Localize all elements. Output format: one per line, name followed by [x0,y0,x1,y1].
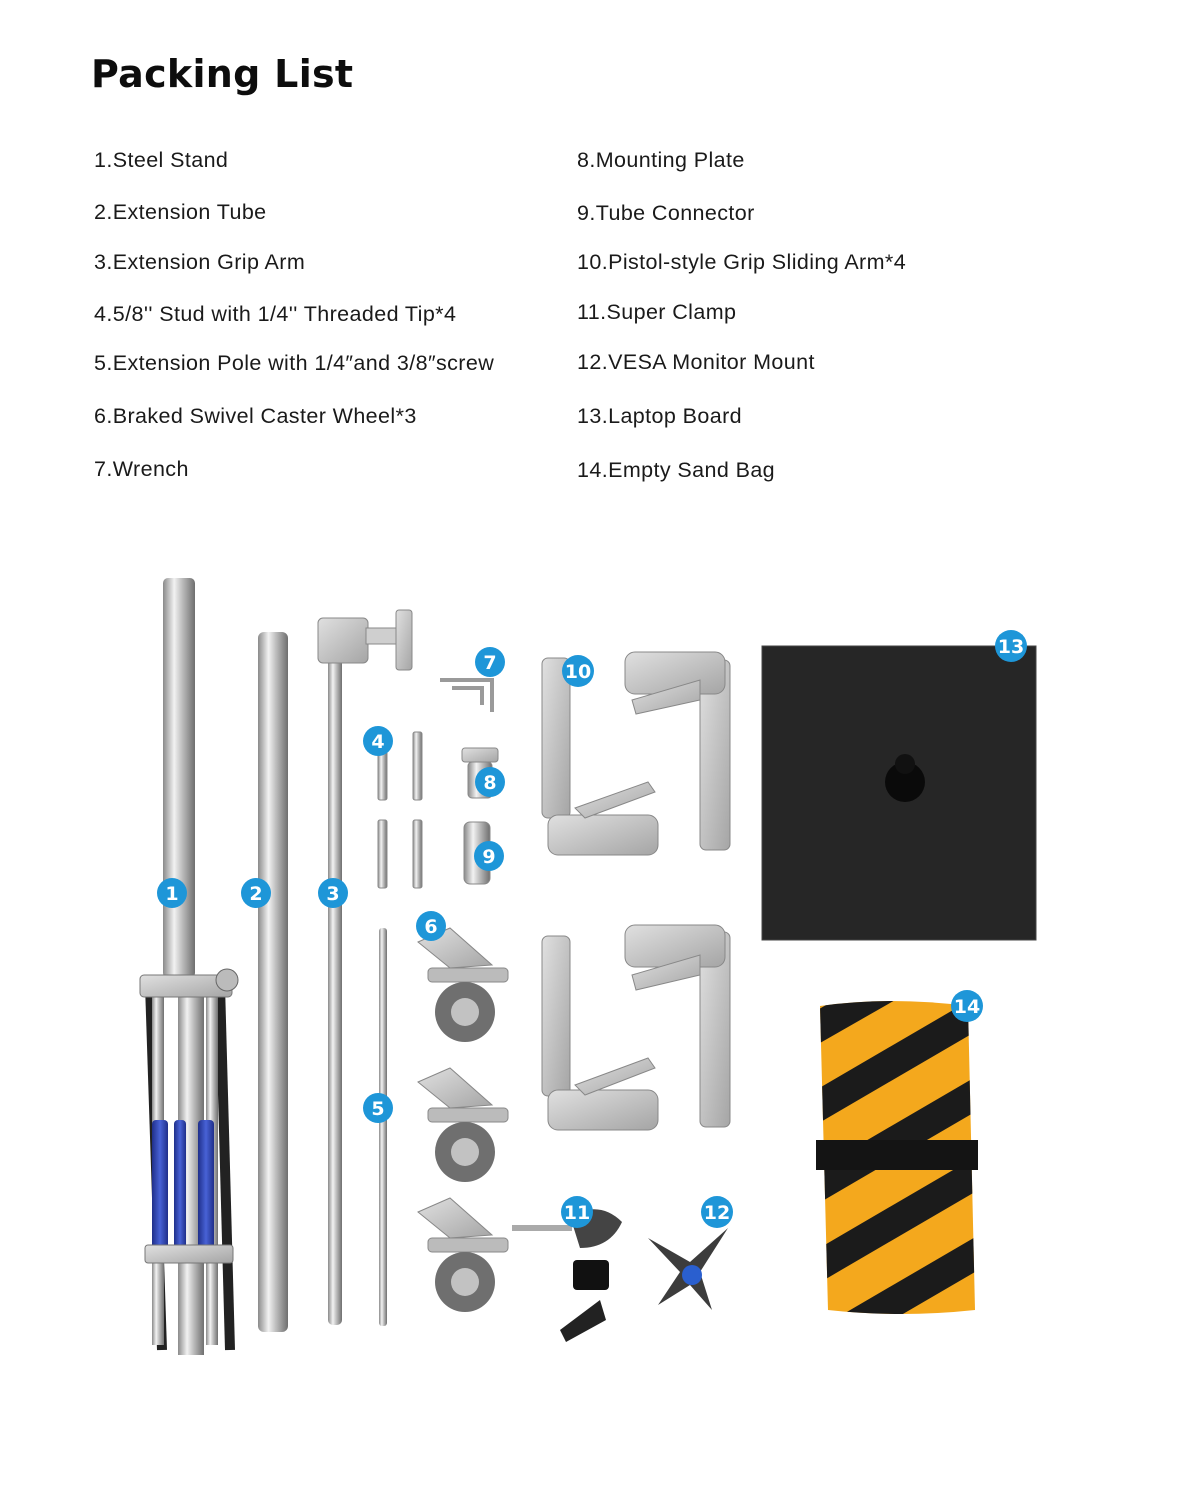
svg-text:11: 11 [563,1202,591,1224]
sand-bag [760,980,1010,1380]
badge-8 [475,767,505,797]
list-item: 6.Braked Swivel Caster Wheel*3 [94,404,417,428]
list-item: 7.Wrench [94,457,189,481]
list-item: 8.Mounting Plate [577,148,745,172]
page-title: Packing List [91,52,354,96]
laptop-board [762,646,1036,940]
badge-6 [416,911,446,941]
svg-text:8: 8 [483,772,497,794]
steel-stand [140,578,238,1355]
svg-text:12: 12 [703,1202,731,1224]
svg-text:1: 1 [165,883,179,905]
svg-text:7: 7 [483,652,497,674]
caster-wheels [418,928,508,1312]
svg-text:13: 13 [997,636,1025,658]
badge-4 [363,726,393,756]
list-item: 2.Extension Tube [94,200,267,224]
list-item: 14.Empty Sand Bag [577,458,776,482]
badge-13 [995,630,1027,662]
svg-text:9: 9 [482,846,496,868]
super-clamp [512,1209,622,1342]
badge-9 [474,841,504,871]
svg-text:14: 14 [953,996,981,1018]
badge-11 [561,1196,593,1228]
svg-text:6: 6 [424,916,438,938]
svg-text:4: 4 [371,731,385,753]
list-item: 13.Laptop Board [577,404,742,428]
list-item: 4.5/8'' Stud with 1/4'' Threaded Tip*4 [94,302,457,326]
svg-text:3: 3 [326,883,340,905]
list-item: 9.Tube Connector [577,201,755,225]
svg-text:10: 10 [564,661,592,683]
grip-sliding-arms [542,652,730,1130]
badge-2 [241,878,271,908]
list-item: 3.Extension Grip Arm [94,250,306,274]
extension-pole [379,928,387,1326]
svg-text:2: 2 [249,883,263,905]
extension-grip-arm [318,610,412,1325]
wrench [440,680,492,712]
badge-10 [562,655,594,687]
studs [378,732,422,888]
list-item: 1.Steel Stand [94,148,229,172]
extension-tube [258,632,288,1332]
list-item: 11.Super Clamp [577,300,737,324]
list-item: 12.VESA Monitor Mount [577,350,815,374]
svg-text:5: 5 [371,1098,385,1120]
badge-12 [701,1196,733,1228]
badge-3 [318,878,348,908]
list-item: 10.Pistol-style Grip Sliding Arm*4 [577,250,907,274]
vesa-mount [648,1228,728,1310]
list-item: 5.Extension Pole with 1/4″and 3/8″screw [94,351,495,375]
badge-7 [475,647,505,677]
badge-1 [157,878,187,908]
badge-14 [951,990,983,1022]
product-illustration [0,560,1200,1380]
badge-5 [363,1093,393,1123]
